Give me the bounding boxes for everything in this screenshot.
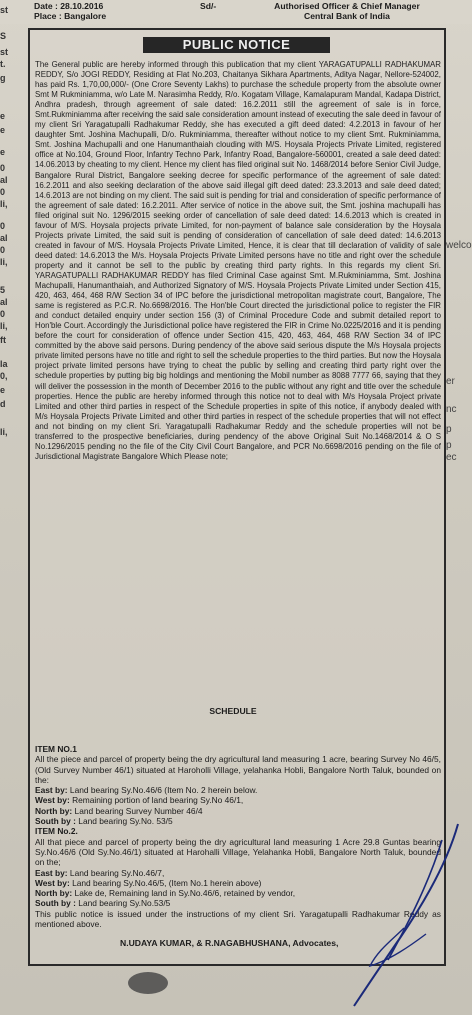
previous-notice-footer [0, 0, 472, 24]
boundary-label: South by : [35, 816, 76, 827]
edge-text: st [0, 47, 9, 57]
boundary-label: South by : [35, 898, 76, 909]
edge-text: 5 [0, 285, 6, 295]
item1-west [35, 795, 441, 805]
edge-text: 0 [0, 245, 6, 255]
edge-text: al [0, 297, 8, 307]
item2-description: All that piece and parcel of property being the dry agricultural land measuring 1 Acre 29.8 Guntas bearing Sy.No.46/6 (Old Sy.No.46/1) situated at Harohalli Village, Yelahanka Hobli, Bangalore North Taluk, bounded on the; [35, 836, 441, 868]
bank-name: Central Bank of India [304, 11, 390, 21]
boundary-text: Land bearing Sy.No.46/5, (Item No.1 herein above) [72, 877, 262, 888]
signed-mark: Sd/- [200, 1, 217, 11]
pen-scribble-mark [330, 820, 470, 1010]
date-line: Date : 28.10.2016 [34, 1, 104, 11]
place-line: Place : Bangalore [34, 11, 107, 21]
item1-north [35, 806, 441, 816]
boundary-label: East by: [35, 867, 68, 878]
edge-text: 0, [0, 371, 8, 381]
officer-block [262, 1, 432, 21]
edge-text: 0 [0, 187, 6, 197]
edge-text: ec [446, 452, 457, 463]
edge-text: li, [0, 199, 8, 209]
boundary-label: East by: [35, 785, 68, 796]
item1-heading: ITEM NO.1 [35, 744, 77, 754]
edge-text: 0 [0, 221, 6, 231]
item2-heading: ITEM No.2. [35, 826, 78, 837]
edge-text: li, [0, 257, 8, 267]
edge-text: li, [0, 427, 8, 437]
edge-text: S [0, 31, 7, 41]
boundary-text: Land bearing Sy.No.53/5 [78, 898, 171, 909]
boundary-label: West by: [35, 795, 70, 806]
boundary-text: Land bearing Survey Number 46/4 [74, 805, 203, 816]
edge-text: al [0, 233, 8, 243]
item1-description: All the piece and parcel of property being the dry agricultural land measuring 1 acre, bearing Survey No 46/5, (Old Survey Number 46/1) situated at Haroholli Village, yelahanka Hobli, Bangalore North Taluk, bounded on the: [35, 754, 441, 785]
edge-text: ft [0, 335, 6, 345]
edge-text: p [446, 440, 452, 451]
boundary-label: West by: [35, 877, 70, 888]
edge-text: p [446, 424, 452, 435]
edge-text: 0 [0, 163, 6, 173]
boundary-text: Land bearing Sy.No. 53/5 [78, 816, 173, 827]
item1-east [35, 785, 441, 795]
boundary-text: Remaining portion of land bearing Sy.No 46/1, [72, 795, 244, 806]
boundary-label: North by: [35, 805, 73, 816]
edge-text: la [0, 359, 8, 369]
edge-text: st [0, 5, 9, 15]
edge-text: g [0, 73, 6, 83]
date-place-block [34, 1, 106, 21]
edge-text: t. [0, 59, 6, 69]
officer-title: Authorised Officer & Chief Manager [274, 1, 420, 11]
edge-text: al [0, 175, 8, 185]
notice-title: PUBLIC NOTICE [143, 37, 330, 53]
edge-text: d [0, 399, 6, 409]
edge-text: welco [446, 240, 472, 251]
edge-text: e [0, 125, 6, 135]
boundary-text: Land bearing Sy.No.46/6 (Item No. 2 herein below. [69, 785, 258, 796]
boundary-text: Lake de, Remaining land in Sy.No.46/6, retained by vendor, [74, 888, 296, 899]
boundary-text: Land bearing Sy.No.46/7, [69, 867, 165, 878]
edge-text: er [446, 376, 455, 387]
edge-text: e [0, 385, 6, 395]
advocates-signature: N.UDAYA KUMAR, & R.NAGABHUSHANA, Advocates, [120, 938, 339, 948]
boundary-label: North by: [35, 888, 73, 899]
edge-text: nc [446, 404, 457, 415]
adjacent-column-left [0, 0, 14, 1015]
schedule-title: SCHEDULE [209, 706, 257, 716]
edge-text: li, [0, 321, 8, 331]
edge-text: e [0, 147, 6, 157]
edge-text: 0 [0, 309, 6, 319]
closing-statement: This public notice is issued under the instructions of my client Sri. Yaragatupalli Radhakumar Reddy as mentioned above. [35, 908, 441, 930]
notice-body: The General public are hereby informed through this publication that my client YARAGATUPALLI RADHAKUMAR REDDY, S/o JOGI REDDY, Residing at Flat No.203, Chaitanya Sikhara Apartments, Aditya Nagar, Nellore-524002, has paid Rs. 1,70,00,000/- (One Crore Seventy Lakhs) to purchase the schedule property from the absolute owner Smt M Rukminiamma, w/o Late M. Narasimha Reddy, R/o. Kogatam Village, Kamalapuram Mandal, Kadapa District, Andhra pradesh, through agreement of sale dated: 16.2.2011 still the agreement of sale is in force, Smt.Rukminiamma after receiving the said sale consideration amount instead of executing the sale deed in favour of my client Sri Yaragatupalli Radhakumar Reddy, she has executed a gift deed dated: 4.2.2013 in favour of her daughter Smt. Joshina Machupalli, D/o. Rukminiamma, thereafter without notice to my client Smt. Rukminiamma, Smt. Joshina Machupalli and one Hanumanthaiah clouding with M/S. Hoysala Projects Private Limited, registered office at No.104, Ground Floor, Infantry Techno Park, Infantry Road, Bangalore-560001, created a sale deed dated: 14.06.2013 by cheating to my client. Hence my client has filed original suit No. 1468/2014 before Senior Civil Judge, Bangalore Rural District, Bangalore seeking decree for specific performance of the agreement of sale dated: 16.2.2011 and also seeking declaration of the above said illegal gift deed dated: 23.3.2013 and sale deed dated; 14.6.2013 are not binding on my client. The said suit is pending for trial and consideration of specific performance of the agreement of sale dated: 16.2.2011. After service of notice in the above suit, the Smt. joshina machupalli has filed original suit No. 1296/2015 seeking order of cancellation of sale deed dated: 14.6.2013 which is created in favour of M/S. Hoysala projects private Limited, for non-payment of balance sale consideration by the Hoysala Projects private Limited, the said suit is pending of consideration of cancellation of sale deed dated: 14.6.2013 created in favour of M/S. Hoysala Projects Private Limited, Hence, it is clear that till declaration of validity of sale deed dated: 14.6.2013 the M/s. Hoysala Projects Private Limited persons have no title and right over the schedule property and it cannot be sell to the public by creating third party rights. In this regards my client Sri. YARAGATUPALLI RADHAKUMAR REDDY has filed Criminal Case against Smt. M.Rukminiamma, Smt. Joshina Machupalli, Hanumanthaiah, and Authorized Signatory of M/S. Hoysala Projects Private Limited under Section 415, 420, 463, 464, 468 R/W Section 34 of IPC before the jurisdictional metropolitan magistrate court, Bangalore, The same is registered as P.C.R. No.6698/2016. The Hon'ble Court directed the jurisdictional police to register the FIR and conduct detailed enquiry under section 156 (3) of Criminal Procedure Code and submit detailed report to Hon'ble Court. Accordingly the Jurisdictional police have registered the FIR in Crime No.0225/2016 and it is pending before the court for consideration of offence under Section 415, 420, 463, 464, 468 R/W Section 34 of IPC committed by the above said persons. During pendency of the above said serious dispute the M/s Hoysala projects private limited persons have no title and right to sell the schedule properties to the third parties. But now the Hoysala project private limited persons have trying to cheat the public by selling and creating third party right over the schedule properties by putting big big holdings and mentioning the Mobil number as 8088 7777 66, saying that they will deliver the possession in the month of December 2016 to the public without any right and title over the schedule properties. Hence the public are hereby informed through this notice not to deal with M/s Hoysala Project private Limited and other third parties in respect of the Schedule properties in spite of this notice, if anybody dealed with M/s Hoysala Projects Private Limited and other third parties in respect of the schedule properties that will not effect and not binding on my client Sri. Yaragatupalli Radhakumar Reddy and the schedule properties will not be transferred to the prospective beneficiaries, during pendency of the above Original Suit No.1468/2014 & O S No.1296/2015 pending no the file of the City Civil Court Bangalore, and PCR No.6698/2016 pending on the file of Jurisdictional Magistrate Bangalore Which Please note; [35, 60, 441, 461]
edge-text: e [0, 111, 6, 121]
ink-blot [128, 972, 168, 994]
